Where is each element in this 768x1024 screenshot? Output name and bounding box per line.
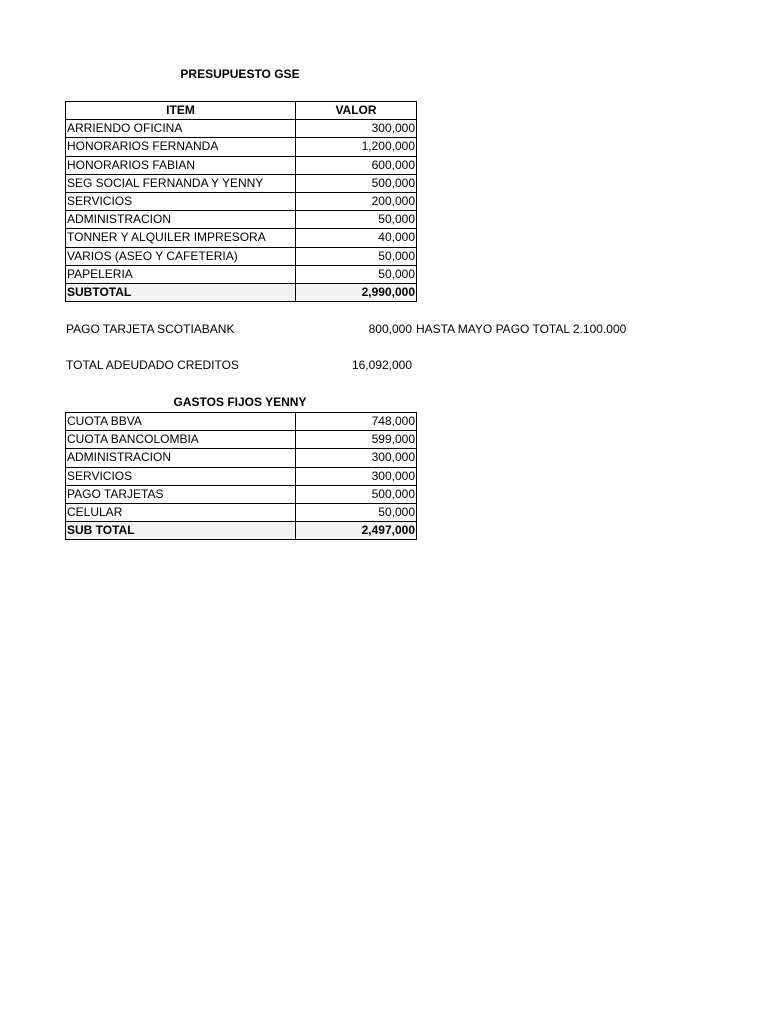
table-row xyxy=(66,413,417,431)
item-cell: ADMINISTRACION xyxy=(66,211,296,229)
item-cell: SERVICIOS xyxy=(66,467,296,485)
item-cell: HONORARIOS FERNANDA xyxy=(66,138,296,156)
value-cell: 599,000 xyxy=(296,431,417,449)
credits-label: TOTAL ADEUDADO CREDITOS xyxy=(66,358,239,372)
item-cell: VARIOS (ASEO Y CAFETERIA) xyxy=(66,247,296,265)
subtotal-value: 2,497,000 xyxy=(296,522,417,540)
item-cell: ARRIENDO OFICINA xyxy=(66,120,296,138)
fixed-expenses-table xyxy=(65,412,417,540)
subtotal-row xyxy=(66,522,417,540)
value-cell: 600,000 xyxy=(296,156,417,174)
item-cell: CUOTA BANCOLOMBIA xyxy=(66,431,296,449)
item-cell: TONNER Y ALQUILER IMPRESORA xyxy=(66,229,296,247)
table-row xyxy=(66,265,417,283)
table-row xyxy=(66,485,417,503)
table-row xyxy=(66,431,417,449)
scotiabank-label: PAGO TARJETA SCOTIABANK xyxy=(66,322,235,336)
item-column-header: ITEM xyxy=(66,102,296,120)
table-row xyxy=(66,120,417,138)
item-cell: CUOTA BBVA xyxy=(66,413,296,431)
value-column-header: VALOR xyxy=(296,102,417,120)
value-cell: 300,000 xyxy=(296,449,417,467)
value-cell: 200,000 xyxy=(296,192,417,210)
budget-title: PRESUPUESTO GSE xyxy=(180,67,300,81)
table-row xyxy=(66,192,417,210)
table-row xyxy=(66,503,417,521)
value-cell: 50,000 xyxy=(296,503,417,521)
table-row xyxy=(66,467,417,485)
value-cell: 500,000 xyxy=(296,174,417,192)
value-cell: 50,000 xyxy=(296,265,417,283)
table-row xyxy=(66,211,417,229)
item-cell: ADMINISTRACION xyxy=(66,449,296,467)
item-cell: PAGO TARJETAS xyxy=(66,485,296,503)
item-cell: SERVICIOS xyxy=(66,192,296,210)
value-cell: 500,000 xyxy=(296,485,417,503)
value-cell: 50,000 xyxy=(296,211,417,229)
table-row xyxy=(66,156,417,174)
budget-table xyxy=(65,101,417,302)
value-cell: 300,000 xyxy=(296,467,417,485)
subtotal-label: SUB TOTAL xyxy=(66,522,296,540)
value-cell: 40,000 xyxy=(296,229,417,247)
table-row xyxy=(66,138,417,156)
scotiabank-value: 800,000 xyxy=(368,322,412,336)
budget-header-row xyxy=(66,102,417,120)
item-cell: SEG SOCIAL FERNANDA Y YENNY xyxy=(66,174,296,192)
table-row xyxy=(66,449,417,467)
table-row xyxy=(66,174,417,192)
value-cell: 748,000 xyxy=(296,413,417,431)
table-row xyxy=(66,247,417,265)
value-cell: 300,000 xyxy=(296,120,417,138)
value-cell: 1,200,000 xyxy=(296,138,417,156)
item-cell: HONORARIOS FABIAN xyxy=(66,156,296,174)
fixed-expenses-title: GASTOS FIJOS YENNY xyxy=(173,395,307,409)
subtotal-label: SUBTOTAL xyxy=(66,283,296,301)
table-row xyxy=(66,229,417,247)
credits-value: 16,092,000 xyxy=(351,358,412,372)
scotiabank-note: HASTA MAYO PAGO TOTAL 2.100.000 xyxy=(416,322,627,336)
subtotal-row xyxy=(66,283,417,301)
value-cell: 50,000 xyxy=(296,247,417,265)
subtotal-value: 2,990,000 xyxy=(296,283,417,301)
item-cell: CELULAR xyxy=(66,503,296,521)
item-cell: PAPELERIA xyxy=(66,265,296,283)
